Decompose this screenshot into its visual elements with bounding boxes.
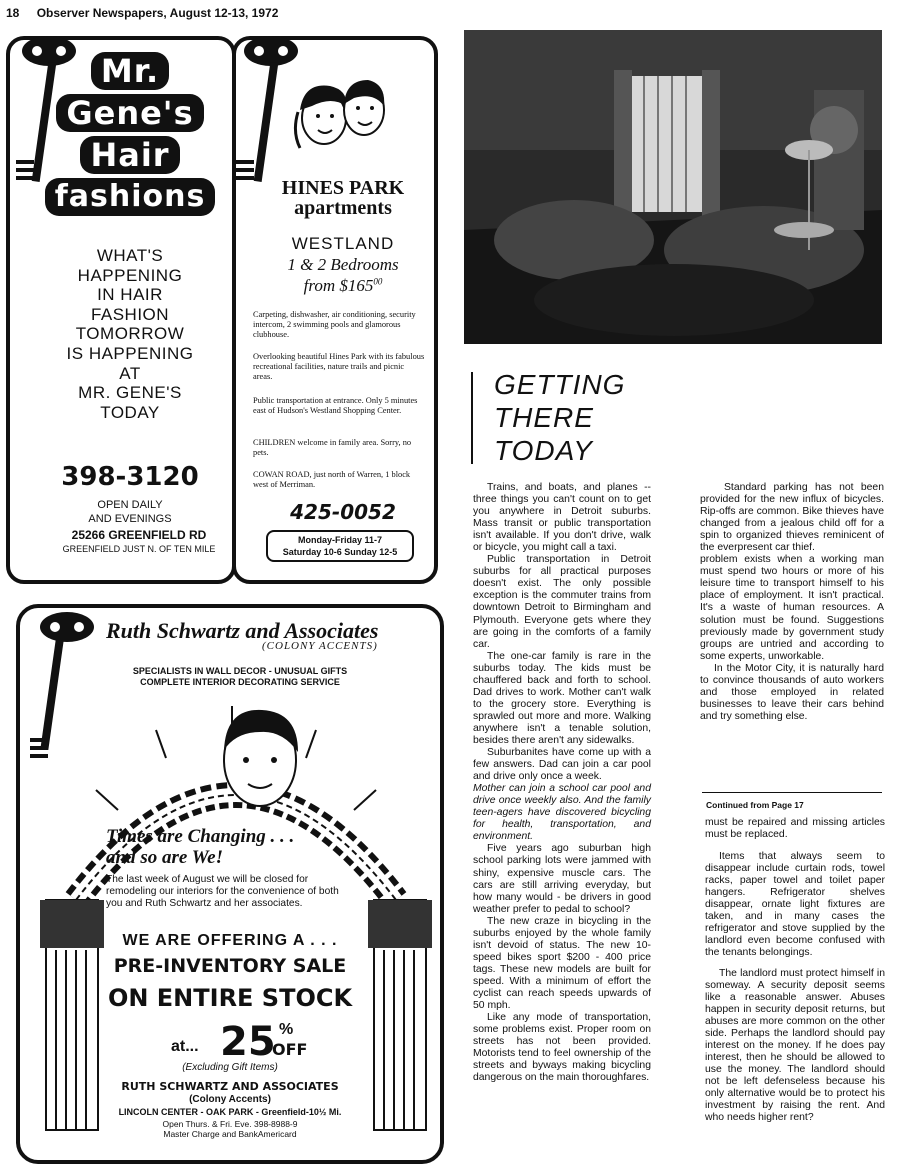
column-divider	[702, 792, 882, 793]
slogan-line: HAPPENING	[77, 265, 183, 285]
slogan-line: TOMORROW	[75, 324, 185, 344]
hines-paragraph: Overlooking beautiful Hines Park with its fabulous recreational facilities, nature trails and picnic areas.	[253, 352, 425, 382]
article-column-3	[705, 817, 885, 1124]
paragraph: Items that always seem to disappear include curtain rods, towel racks, paper towel and toilet paper hangers. Refrigerator shelves disappear, ornate light fixtures are taken, and in many cases the refrigerator and stove supplied by the landlord even become confused with the tenants belongings.	[705, 851, 885, 959]
headline-line: TODAY	[494, 435, 593, 466]
paragraph: The new craze in bicycling in the suburbs enjoyed by the whole family isn't devoid of status. The new 10-speed bikes sport $200 - 400 price tags. These new models are built for speed. With a minimum of effort the cyclist can reach speeds upwards of 50 mph.	[473, 915, 651, 1012]
gene-address: 25266 GREENFIELD RD	[71, 528, 207, 542]
hines-paragraph: Carpeting, dishwasher, air conditioning, security intercom, 2 swimming pools and glamorous clubhouse.	[253, 310, 416, 340]
gene-phone: 398-3120	[61, 462, 199, 492]
slogan-line: IN HAIR	[97, 285, 163, 305]
ruth-title: Ruth Schwartz and Associates	[106, 618, 379, 643]
paragraph: Standard parking has not been provided for the new influx of bicycles. Rip-offs are common. Bike thieves have changed from a jealous child off for a spin to organized thieves reminicent of the everpresent car thief.	[700, 482, 884, 554]
ruth-hours	[80, 1119, 380, 1139]
paragraph: The landlord must protect himself in someway. A security deposit seems like a reasonable answer. Abuses happen in security deposit returns, but abuses are more common on the other side. Perhaps the landlord should pay interest on the money. If he does pay interest, then he should be allowed to use the money. The landlord should not be left defenseless because his only alternative would be to protect his investment by raising the rent. And who needs higher rent?	[705, 967, 885, 1124]
ruth-headline	[106, 826, 294, 868]
price-value: from $165	[303, 276, 374, 295]
hours-line: AND EVENINGS	[88, 513, 172, 525]
headline-line: GETTING	[494, 369, 626, 400]
slogan-line: AT	[119, 363, 141, 383]
paragraph: Public transportation in Detroit suburbs for all practical purposes doesn't exist. The only possible exception is the commuter trains from downtown Detroit to Birmingham and Plymouth. Everyone gets where they are going in the comforts of a family car.	[473, 554, 651, 650]
slogan-line: MR. GENE'S	[78, 383, 182, 403]
page-header	[6, 6, 278, 20]
page-number: 18	[6, 6, 20, 20]
discount-number: 25	[220, 1019, 276, 1065]
hours-line: Open Thurs. & Fri. Eve. 398-8988-9	[162, 1119, 298, 1129]
ruth-at: at...	[171, 1038, 199, 1055]
headline-line: THERE	[494, 402, 594, 433]
ruth-company: RUTH SCHWARTZ AND ASSOCIATES	[121, 1080, 339, 1093]
hines-subtitle: apartments	[294, 197, 392, 219]
hines-paragraph: Public transportation at entrance. Only 5 minutes east of Hudson's Westland Shopping Center.	[253, 396, 418, 416]
publication-title: Observer Newspapers, August 12-13, 1972	[36, 6, 279, 20]
paragraph: Five years ago suburban high school parking lots were jammed with shiny, expensive muscle cars. The cars are still arriving everyday, but how many would - be drivers in good weather prefer to pedal to school?	[473, 843, 651, 915]
paragraph: Trains, and boats, and planes -- three things you can't count on to get you anywhere in Detroit suburbs. Mass transit or public transportation isn't available. If you don't drive, walk or bicycle, you might call a taxi.	[473, 482, 651, 554]
ruth-specialties	[60, 666, 420, 688]
ruth-paragraph: The last week of August we will be closed for remodeling our interiors for the convenience of both you and Ruth Schwartz and her associates.	[106, 874, 339, 909]
article-headline	[494, 368, 625, 467]
logo-line: Gene's	[56, 94, 203, 132]
logo-line: Mr.	[91, 52, 169, 90]
ruth-offer: WE ARE OFFERING A . . .	[122, 932, 338, 949]
slogan-line: TODAY	[100, 402, 160, 422]
hines-paragraph: COWAN ROAD, just north of Warren, 1 block west of Merriman.	[253, 470, 411, 490]
paragraph: The one-car family is rare in the suburbs today. The kids must be chauffered back and forth to school. Dad drives to work. Mother can't walk to the grocery store. Everything is sprawled out more and more. Walking anywhere isn't a tenable solution, besides there aren't any sidewalks.	[473, 650, 651, 746]
ruth-colony: (Colony Accents)	[189, 1094, 271, 1105]
headline-rule	[471, 372, 473, 464]
couple-illustration	[282, 62, 402, 162]
slogan-line: FASHION	[90, 304, 170, 324]
percent-sign: %	[279, 1021, 294, 1038]
ruth-exclusion: (Excluding Gift Items)	[182, 1062, 278, 1073]
hines-paragraph: CHILDREN welcome in family area. Sorry, no pets.	[253, 438, 412, 458]
hines-hours	[266, 530, 414, 562]
ruth-subtitle: (COLONY ACCENTS)	[262, 640, 378, 652]
logo-line: fashions	[45, 178, 216, 216]
off-label: OFF	[272, 1040, 308, 1059]
slogan-line: IS HAPPENING	[66, 343, 194, 363]
hines-city: WESTLAND	[291, 234, 395, 253]
paragraph: must be repaired and missing articles must be replaced.	[705, 817, 885, 841]
ruth-location: LINCOLN CENTER - OAK PARK - Greenfield-10½ Mi.	[118, 1107, 342, 1117]
gene-hours	[40, 498, 220, 526]
hines-bedrooms: 1 & 2 Bedrooms	[287, 255, 399, 274]
cards-line: Master Charge and BankAmericard	[163, 1129, 297, 1139]
key-logo-icon	[40, 612, 94, 642]
ruth-sale: PRE-INVENTORY SALE	[113, 955, 347, 977]
hours-line: OPEN DAILY	[97, 499, 163, 511]
ruth-stock: ON ENTIRE STOCK	[107, 984, 353, 1012]
decorative-arch-illustration	[36, 700, 436, 1140]
headline-line: and so are We!	[106, 847, 224, 868]
continued-note: Continued from Page 17	[706, 800, 804, 810]
paragraph: Like any mode of transportation, some problems exist. Proper room on streets has not been provided. Motorists tend to feel ownership of the streets and byways making bicycling dangerous on the main thoroughfares.	[473, 1012, 651, 1084]
gene-address-note: GREENFIELD JUST N. OF TEN MILE	[62, 544, 216, 554]
hines-name: HINES PARK	[281, 177, 405, 199]
specialty-line: SPECIALISTS IN WALL DECOR - UNUSUAL GIFTS	[132, 666, 348, 676]
hours-line: Monday-Friday 11-7	[297, 535, 383, 545]
headline-line: Times are Changing . . .	[106, 826, 295, 847]
article-column-1	[473, 482, 651, 1084]
mr-genes-logo	[40, 50, 220, 218]
paragraph: Mother can join a school car pool and drive once weekly also. And the family teen-agers have discovered bicycling for health, transportation, and environment.	[473, 783, 651, 843]
paragraph: problem exists when a working man must spend two hours or more of his leisure time to transport himself to his place of employment. It isn't practical. It's a waste of human resources. A solution must be found. Suggestions previously made by government study groups are untried and according to some experts, unworkable.	[700, 554, 884, 662]
price-cents: 00	[373, 276, 383, 287]
apartment-interior-photo	[464, 30, 882, 344]
hines-title	[258, 178, 428, 218]
logo-line: Hair	[80, 136, 179, 174]
hours-line: Saturday 10-6 Sunday 12-5	[282, 547, 398, 557]
article-column-2	[700, 482, 884, 723]
specialty-line: COMPLETE INTERIOR DECORATING SERVICE	[140, 677, 340, 687]
hines-phone: 425-0052	[290, 500, 396, 524]
paragraph: Suburbanites have come up with a few answers. Dad can join a car pool and drive only once a week.	[473, 747, 651, 783]
hines-price	[258, 276, 428, 296]
slogan-line: WHAT'S	[96, 246, 164, 265]
paragraph: In the Motor City, it is naturally hard to convince thousands of auto workers and those employed in related businesses to leave their cars behind and try something else.	[700, 662, 884, 722]
gene-slogan	[40, 246, 220, 422]
